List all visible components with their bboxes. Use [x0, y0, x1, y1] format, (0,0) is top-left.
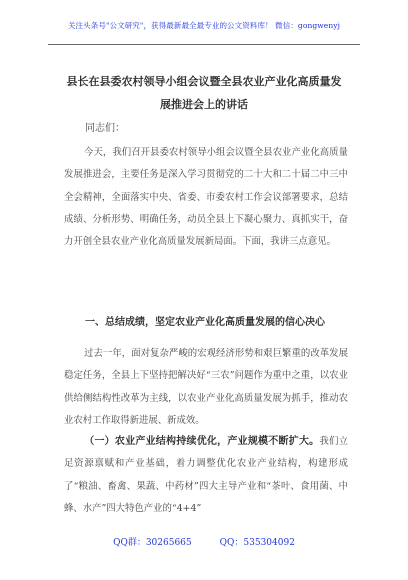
qq-contact-link[interactable]: QQ：535304092 — [219, 538, 295, 548]
paragraph-summary — [64, 343, 348, 432]
section-heading-1: 一、总结成绩，坚定农业产业化高质量发展的信心决心 — [85, 317, 325, 328]
qq-group-link[interactable]: QQ群：30265665 — [113, 538, 192, 548]
header-divider — [48, 44, 360, 45]
contact-footer — [0, 535, 408, 548]
paragraph-structure — [64, 431, 348, 520]
paragraph-intro — [64, 142, 348, 253]
document-title: 县长在县委农村领导小组会议暨全县农业产业化高质量发展推进会上的讲话 — [66, 75, 342, 111]
salutation: 同志们： — [85, 123, 125, 134]
paragraph-structure-text: 我们立足资源禀赋和产业基础，着力调整优化农业产业结构，构建形成了“粮油、畜禽、果蔬、中药材”四大主导产业和“茶叶、食用菌、中蜂、水产”四大特色产业的“4+4” — [64, 436, 348, 514]
paragraph-summary-text: 过去一年，面对复杂严峻的宏观经济形势和艰巨繁重的改革发展稳定任务，全县上下坚持把解决好“三农”问题作为重中之重，以农业供给侧结构性改革为主线，以农业产业化高质量发展为抓手，推动农业农村工作取得新进展、新成效。 — [64, 348, 348, 426]
subsection-heading-1: （一）农业产业结构持续优化，产业规模不断扩大。 — [84, 436, 320, 447]
paragraph-intro-text: 今天，我们召开县委农村领导小组会议暨全县农业产业化高质量发展推进会，主要任务是深入学习贯彻党的二十大和二十届二中三中全会精神，全面落实中央、省委、市委农村工作会议部署要求，总结成绩、分析形势、明确任务，动员全县上下凝心聚力、真抓实干，奋力开创全县农业产业化高质量发展新局面。下面，我讲三点意见。 — [64, 147, 348, 248]
promo-banner: 关注头条号"公文研究"，获得最新最全最专业的公文资料库！ 微信：gongwenyj — [67, 21, 341, 30]
